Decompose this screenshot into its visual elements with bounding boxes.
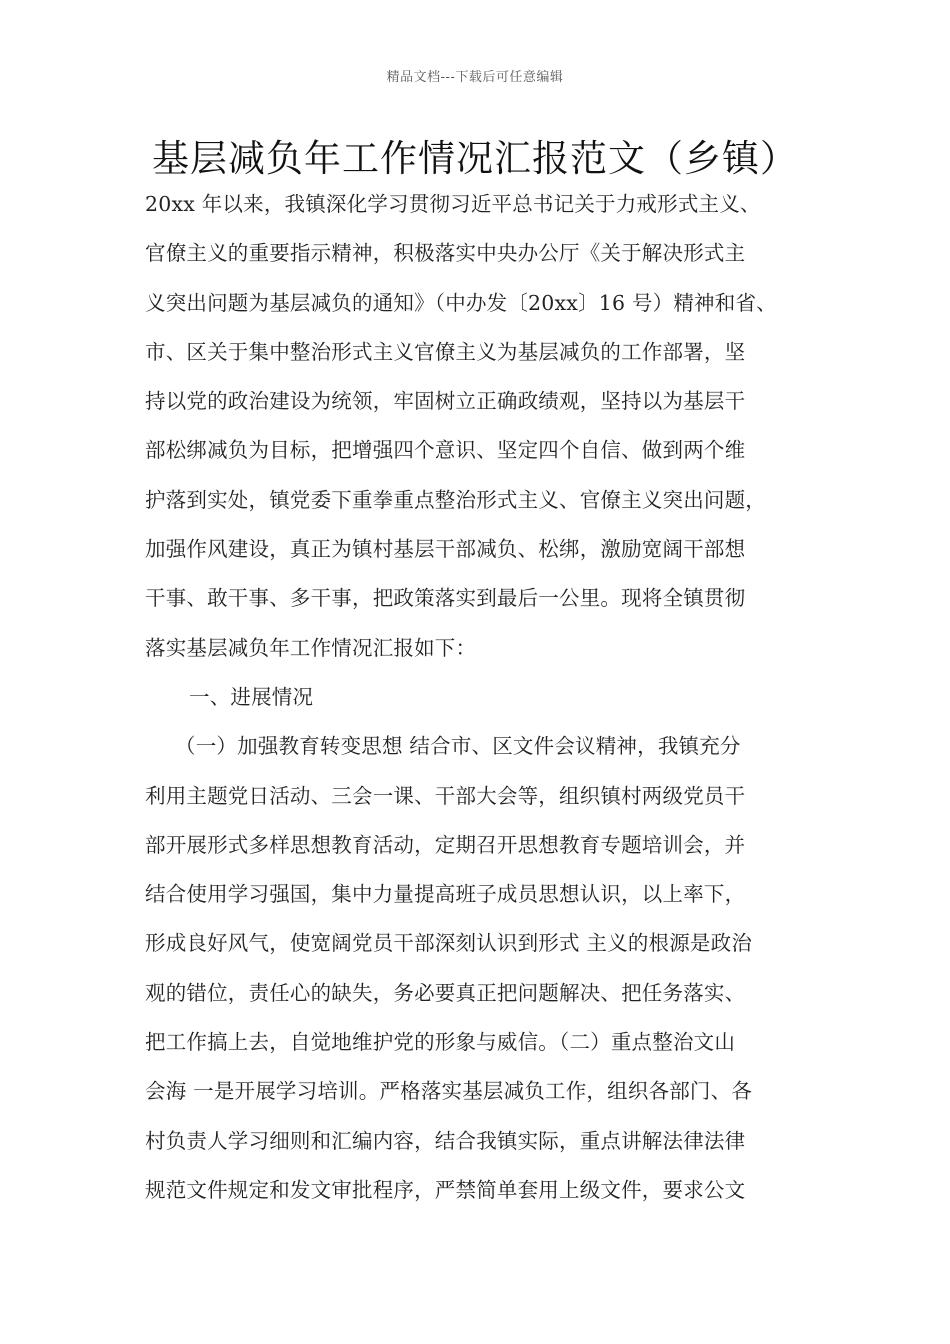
body-line: 部开展形式多样思想教育活动，定期召开思想教育专题培训会，并: [145, 832, 746, 857]
section-heading: 一、进展情况: [189, 684, 314, 709]
body-line: 部松绑减负为目标，把增强四个意识、坚定四个自信、做到两个维: [145, 438, 746, 463]
body-line: 官僚主义的重要指示精神，积极落实中央办公厅《关于解决形式主: [145, 241, 746, 266]
body-line: 结合使用学习强国，集中力量提高班子成员思想认识，以上率下，: [145, 882, 746, 907]
body-line: 利用主题党日活动、三会一课、干部大会等，组织镇村两级党员干: [145, 783, 746, 808]
page-header-note: 精品文档---下载后可任意编辑: [386, 70, 564, 85]
body-line: 20xx 年以来，我镇深化学习贯彻习近平总书记关于力戒形式主义、: [145, 192, 761, 216]
document-body: [145, 180, 810, 1215]
body-line: 形成良好风气，使宽阔党员干部深刻认识到形式 主义的根源是政治: [145, 931, 753, 956]
subsection-heading-line: （一）加强教育转变思想 结合市、区文件会议精神，我镇充分: [175, 734, 741, 759]
body-line: 观的错位，责任心的缺失，务必要真正把问题解决、把任务落实、: [145, 980, 746, 1005]
body-line: 会海 一是开展学习培训。严格落实基层减负工作，组织各部门、各: [145, 1079, 753, 1104]
body-line: 落实基层减负年工作情况汇报如下：: [145, 635, 477, 660]
body-line: 持以党的政治建设为统领，牢固树立正确政绩观，坚持以为基层干: [145, 389, 746, 414]
body-line: 护落到实处，镇党委下重拳重点整治形式主义、官僚主义突出问题，: [145, 487, 766, 512]
body-line: 市、区关于集中整治形式主义官僚主义为基层减负的工作部署，坚: [145, 339, 746, 364]
body-line: 加强作风建设，真正为镇村基层干部减负、松绑，激励宽阔干部想: [145, 537, 746, 562]
body-line: 义突出问题为基层减负的通知》（中办发〔20xx〕16 号）精神和省、: [145, 290, 777, 315]
body-line: 把工作搞上去，自觉地维护党的形象与威信。（二）重点整治文山: [145, 1030, 736, 1055]
body-line: 干事、敢干事、多干事，把政策落实到最后一公里。现将全镇贯彻: [145, 586, 746, 611]
document-title: 基层减负年工作情况汇报范文（乡镇）: [152, 137, 798, 180]
body-line: 村负责人学习细则和汇编内容，结合我镇实际，重点讲解法律法律: [145, 1128, 746, 1153]
body-line: 规范文件规定和发文审批程序，严禁简单套用上级文件，要求公文: [145, 1177, 746, 1202]
